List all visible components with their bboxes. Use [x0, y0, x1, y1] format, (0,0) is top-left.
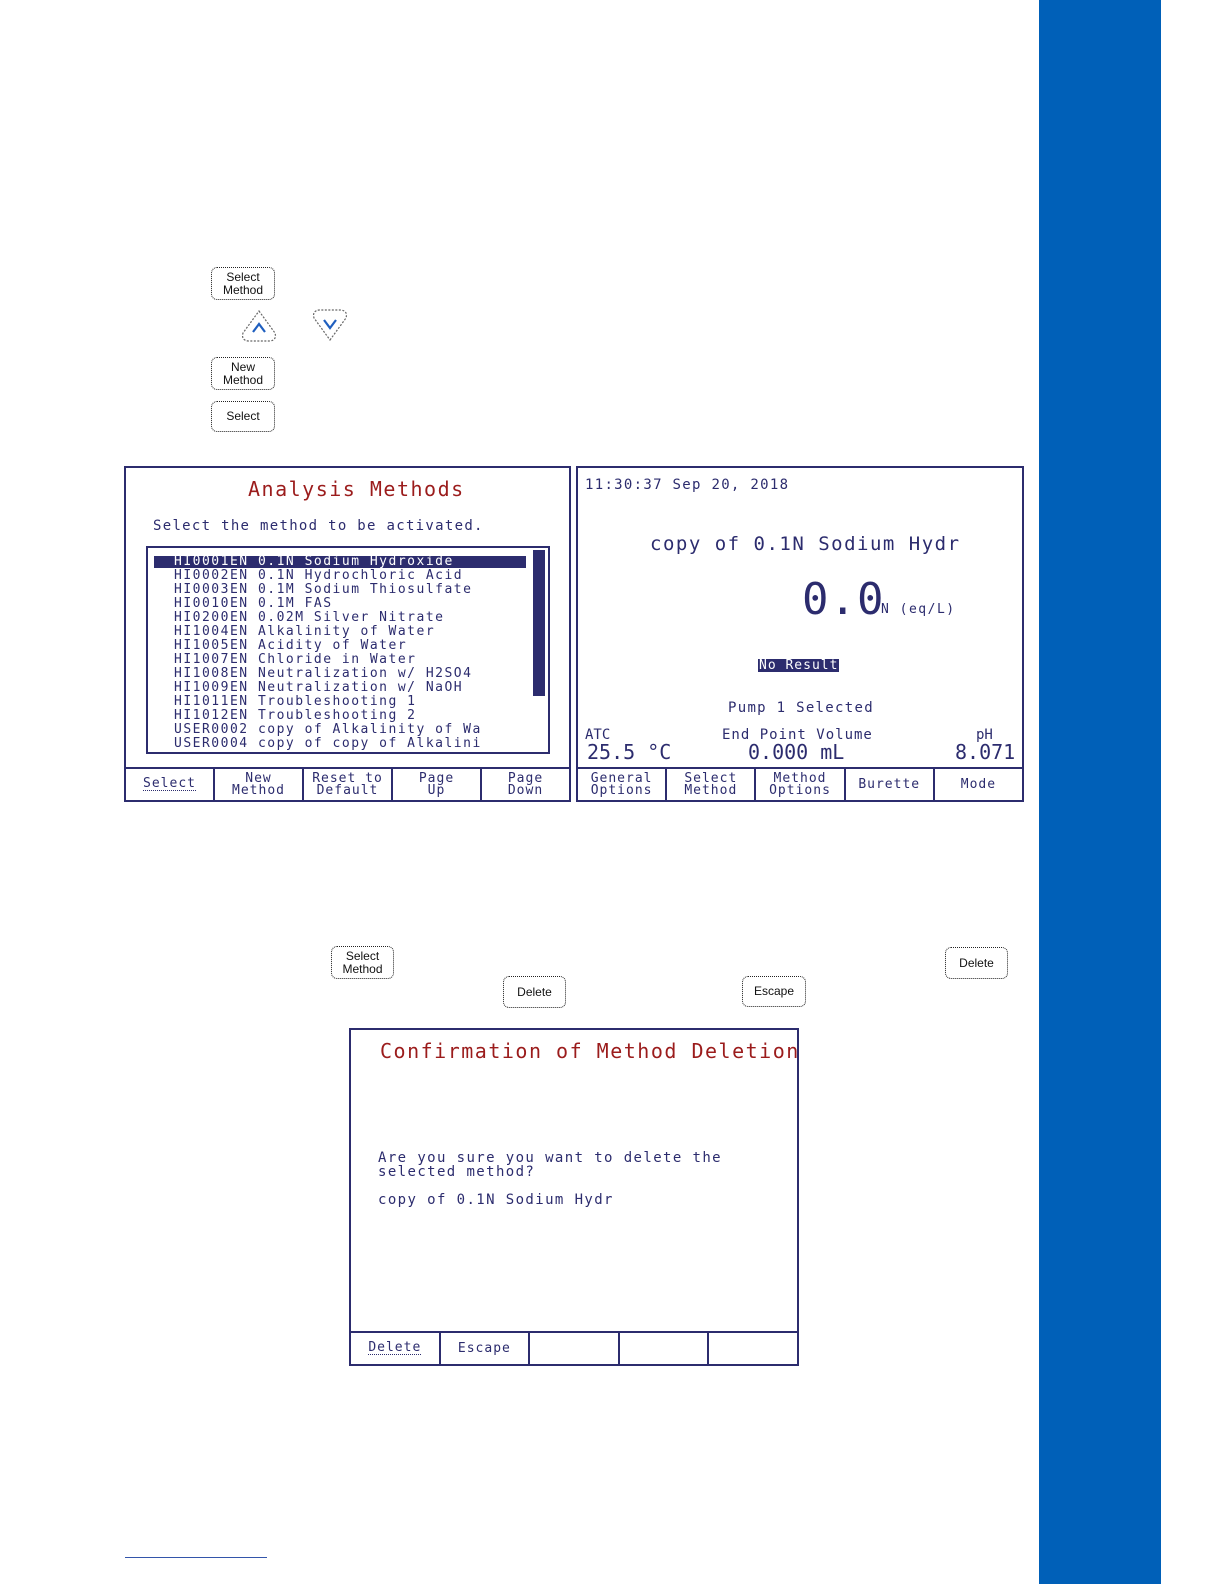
delete-method-name: copy of 0.1N Sodium Hydr: [378, 1192, 614, 1208]
result-status: No Result: [759, 658, 839, 673]
method-list-item[interactable]: HI1005EN Acidity of Water: [174, 638, 408, 653]
footer-rule: [125, 1557, 267, 1558]
delete-softkey-bar: [351, 1331, 797, 1364]
analysis-softkey-5-l1: Page: [507, 770, 544, 786]
delete-key[interactable]: [503, 976, 566, 1008]
analysis-softkey-4-l1: Page: [418, 770, 455, 786]
pump-status: Pump 1 Selected: [728, 700, 874, 716]
ph-label: pH: [976, 727, 993, 743]
method-list[interactable]: [146, 546, 550, 754]
select-key[interactable]: [211, 401, 275, 432]
atc-value: 25.5 °C: [587, 740, 672, 764]
atc-label: ATC: [585, 727, 611, 743]
side-color-bar: [1039, 0, 1161, 1584]
main-softkey-1[interactable]: [578, 769, 667, 800]
delete-softkey-5[interactable]: [709, 1333, 797, 1364]
analysis-softkey-2[interactable]: [215, 769, 304, 800]
delete-screen-title: Confirmation of Method Deletion: [380, 1039, 800, 1063]
select-method-key-2-line1: Select: [345, 948, 380, 963]
delete-softkey-1-l1: Delete: [368, 1340, 422, 1355]
method-list-item[interactable]: USER0004 copy of copy of Alkalini: [174, 736, 482, 751]
analysis-screen-prompt: Select the method to be activated.: [153, 518, 484, 534]
delete-question-line2: selected method?: [378, 1164, 536, 1180]
delete-key-top-label: Delete: [959, 955, 994, 970]
main-softkey-1-l1: General: [590, 770, 653, 786]
main-softkey-5[interactable]: [935, 769, 1022, 800]
method-list-item[interactable]: USER0002 copy of Alkalinity of Wa: [174, 722, 482, 737]
analysis-softkey-3-l2: Default: [316, 782, 379, 798]
analysis-softkey-4[interactable]: [393, 769, 482, 800]
main-softkey-5-l1: Mode: [960, 776, 997, 792]
reading-value: 0.0: [802, 574, 885, 625]
analysis-softkey-2-l2: Method: [232, 782, 285, 798]
analysis-softkey-5-l2: Down: [507, 782, 544, 798]
main-softkey-bar: [578, 767, 1022, 800]
ph-value: 8.071: [955, 740, 1016, 764]
new-method-key[interactable]: [211, 357, 275, 390]
analysis-softkey-1-l1: Select: [143, 776, 196, 791]
delete-softkey-4[interactable]: [620, 1333, 710, 1364]
reading-unit: N (eq/L): [881, 602, 956, 617]
main-softkey-4-l1: Burette: [858, 776, 921, 792]
method-list-item[interactable]: HI1008EN Neutralization w/ H2SO4: [174, 666, 473, 681]
main-softkey-4[interactable]: [846, 769, 935, 800]
delete-question-line1: Are you sure you want to delete the: [378, 1150, 723, 1166]
delete-softkey-1[interactable]: [351, 1333, 441, 1364]
method-list-item[interactable]: HI1009EN Neutralization w/ NaOH: [174, 680, 464, 695]
main-softkey-3[interactable]: [756, 769, 845, 800]
select-method-key-line2: Method: [222, 282, 264, 297]
method-list-item[interactable]: HI1011EN Troubleshooting 1: [174, 694, 417, 709]
arrow-down-key-outline: [314, 310, 347, 340]
main-softkey-3-l1: Method: [773, 770, 827, 786]
new-method-key-line1: New: [230, 359, 255, 374]
delete-softkey-2-l1: Escape: [457, 1340, 511, 1356]
select-method-key-2[interactable]: [331, 946, 394, 979]
main-softkey-1-l2: Options: [590, 782, 653, 798]
method-list-item[interactable]: HI1004EN Alkalinity of Water: [174, 624, 436, 639]
method-list-item[interactable]: HI0200EN 0.02M Silver Nitrate: [174, 610, 445, 625]
arrow-up-key[interactable]: [240, 308, 278, 344]
analysis-methods-screen: [124, 466, 571, 802]
select-key-label: Select: [226, 409, 260, 423]
analysis-softkey-3[interactable]: [304, 769, 393, 800]
method-list-item[interactable]: HI0002EN 0.1N Hydrochloric Acid: [174, 568, 464, 583]
delete-key-top[interactable]: [945, 947, 1008, 979]
analysis-softkey-5[interactable]: [482, 769, 569, 800]
method-list-item[interactable]: HI0010EN 0.1M FAS: [174, 596, 333, 611]
endpoint-value: 0.000 mL: [748, 740, 845, 764]
new-method-key-line2: Method: [222, 372, 264, 387]
delete-softkey-2[interactable]: [441, 1333, 531, 1364]
main-softkey-2-l2: Method: [684, 782, 738, 798]
scrollbar-thumb[interactable]: [533, 550, 545, 696]
method-list-item[interactable]: HI1007EN Chloride in Water: [174, 652, 417, 667]
select-method-key-line1: Select: [226, 269, 260, 284]
main-softkey-2-l1: Select: [684, 770, 738, 786]
active-method-name: copy of 0.1N Sodium Hydr: [650, 533, 961, 555]
escape-key[interactable]: [742, 976, 806, 1007]
escape-key-label: Escape: [753, 984, 795, 998]
analysis-softkey-3-l1: Reset to: [312, 770, 383, 786]
delete-key-label: Delete: [517, 984, 552, 999]
arrow-down-key[interactable]: [311, 307, 349, 343]
analysis-softkey-bar: [126, 767, 569, 800]
delete-confirmation-screen: [349, 1028, 799, 1366]
main-softkey-3-l2: Options: [769, 782, 831, 798]
select-method-key-2-line2: Method: [342, 961, 383, 976]
arrow-up-key-outline: [243, 311, 276, 341]
analysis-softkey-4-l2: Up: [427, 782, 446, 798]
analysis-softkey-2-l1: New: [245, 770, 272, 786]
datetime: 11:30:37 Sep 20, 2018: [585, 477, 790, 493]
main-softkey-2[interactable]: [667, 769, 756, 800]
method-list-item[interactable]: HI1012EN Troubleshooting 2: [174, 708, 417, 723]
method-list-item[interactable]: HI0003EN 0.1M Sodium Thiosulfate: [174, 582, 473, 597]
select-method-key[interactable]: [211, 267, 275, 300]
analysis-screen-title: Analysis Methods: [248, 477, 465, 501]
method-list-item[interactable]: HI0001EN 0.1N Sodium Hydroxide: [154, 556, 526, 568]
endpoint-label: End Point Volume: [722, 727, 873, 743]
analysis-softkey-1[interactable]: [126, 769, 215, 800]
main-titration-screen: [576, 466, 1024, 802]
delete-softkey-3[interactable]: [530, 1333, 620, 1364]
